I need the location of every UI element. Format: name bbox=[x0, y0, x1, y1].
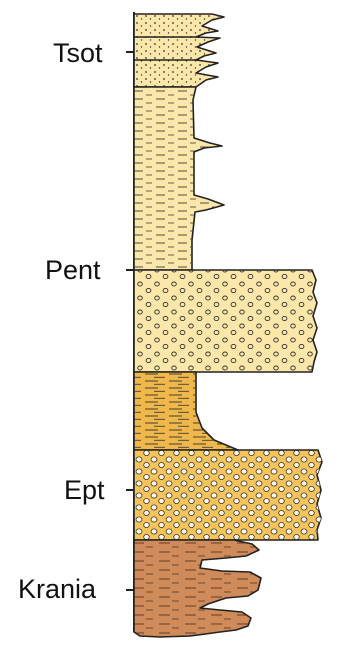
unit-label-pent: Pent bbox=[45, 255, 101, 285]
tsot-unit bbox=[134, 14, 224, 87]
pent-unit bbox=[134, 270, 317, 372]
pent-fine-beds bbox=[134, 87, 224, 270]
krania-unit bbox=[134, 540, 261, 637]
unit-label-tsot: Tsot bbox=[53, 38, 103, 68]
ept-fine-beds bbox=[134, 372, 238, 450]
ept-unit bbox=[134, 450, 322, 540]
unit-label-krania: Krania bbox=[18, 574, 97, 604]
unit-label-ept: Ept bbox=[64, 475, 105, 505]
